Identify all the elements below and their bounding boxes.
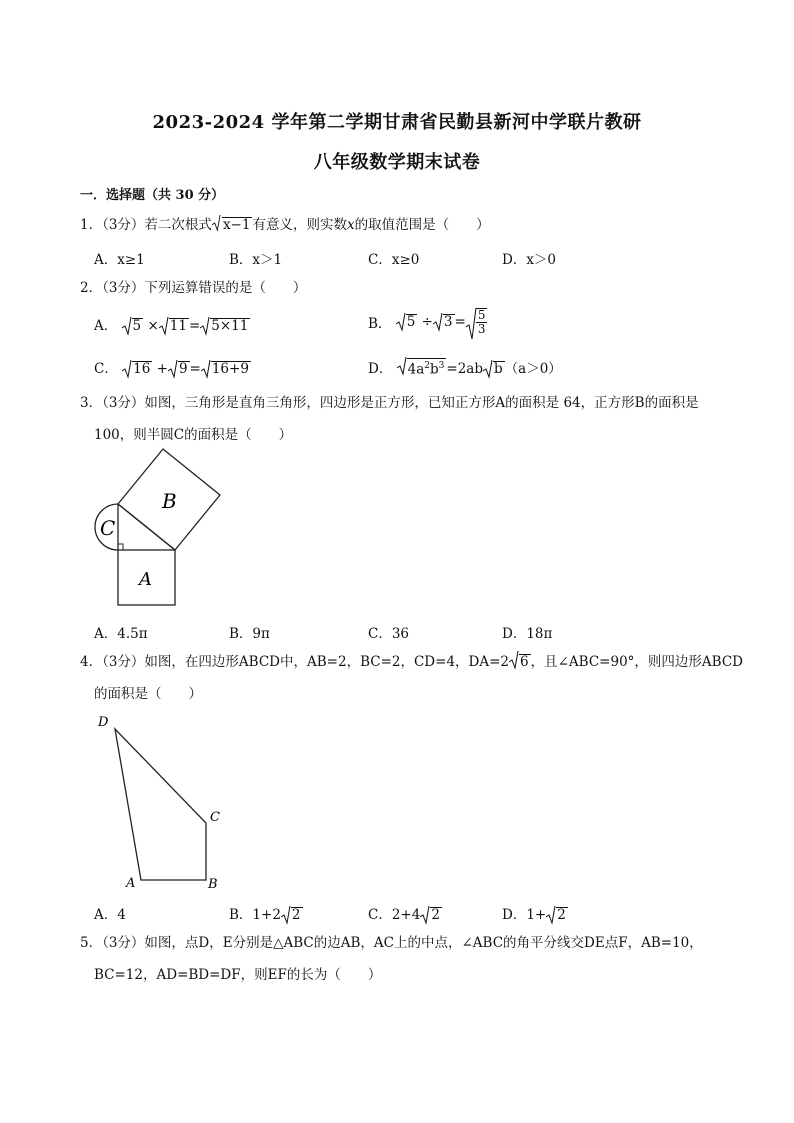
- option-label: C．: [94, 361, 118, 377]
- quadrilateral-abcd: [115, 729, 206, 880]
- label-b: B: [208, 877, 218, 892]
- q4-option-c[interactable]: [368, 903, 442, 923]
- radicand: b: [430, 361, 439, 377]
- radical: [421, 907, 442, 923]
- radical: [397, 314, 418, 330]
- radical-fraction: [466, 308, 488, 336]
- radicand: 6: [520, 654, 529, 670]
- label-d: D: [98, 715, 109, 730]
- q2-option-d[interactable]: [368, 357, 562, 377]
- radicand: 5: [132, 318, 142, 334]
- question-text: （3分）若二次根式: [102, 217, 212, 233]
- option-text: D．1+: [502, 907, 547, 923]
- label-c: C: [210, 810, 220, 825]
- radicand: 11: [169, 318, 187, 334]
- right-angle-mark: [118, 544, 123, 550]
- q2-option-b[interactable]: [368, 308, 487, 336]
- q4-option-a[interactable]: A．4: [94, 907, 126, 923]
- operator: +: [156, 361, 168, 377]
- radical: [123, 318, 144, 334]
- operator: =: [188, 318, 201, 334]
- radical: [398, 358, 447, 378]
- radical: [213, 215, 253, 235]
- numerator: 5: [477, 308, 486, 322]
- radical: [160, 318, 189, 334]
- radical: [484, 361, 505, 377]
- q4-option-d[interactable]: [502, 903, 568, 923]
- question-number: 3．: [80, 395, 103, 411]
- q3-option-a[interactable]: A．4.5π: [94, 626, 148, 642]
- q4-figure: [88, 708, 238, 894]
- label-a: A: [126, 876, 136, 891]
- q3-figure: [86, 446, 226, 610]
- radical: [202, 361, 251, 377]
- q1-option-d[interactable]: D．x＞0: [502, 252, 557, 268]
- question-text: ，且∠ABC=90°，则四边形ABCD: [530, 654, 743, 670]
- operator: =: [454, 314, 466, 330]
- exam-title-line1: 2023-2024 学年第二学期甘肃省民勤县新河中学联片教研: [152, 112, 642, 133]
- radicand: 2: [291, 907, 301, 923]
- q4-option-b[interactable]: [229, 903, 303, 923]
- question-4: [80, 652, 743, 672]
- question-text: 有意义，则实数: [252, 217, 347, 233]
- question-text: （3分）如图，在四边形ABCD中，AB=2，BC=2，CD=4，DA=2: [102, 654, 510, 670]
- radicand: 4a: [407, 361, 425, 377]
- label-a: A: [139, 569, 152, 590]
- option-label: D．: [368, 361, 393, 377]
- radical: [201, 318, 250, 334]
- question-4-line2: 的面积是（ ）: [94, 686, 202, 702]
- question-text: （3分）下列运算错误的是（ ）: [102, 280, 307, 296]
- q2-option-a[interactable]: [94, 314, 250, 334]
- radical: [547, 907, 568, 923]
- question-5-line2: BC=12，AD=BD=DF，则EF的长为（ ）: [94, 967, 382, 983]
- question-5: [80, 933, 703, 953]
- question-text: 的取值范围是（ ）: [354, 217, 490, 233]
- question-1: [80, 215, 490, 235]
- label-c: C: [100, 516, 116, 540]
- question-text: （3分）如图，点D，E分别是△ABC的边AB，AC上的中点，∠ABC的角平分线交DE点F，AB=10，: [102, 935, 703, 951]
- label-b: B: [162, 489, 177, 513]
- radicand: 5×11: [211, 318, 249, 334]
- q1-option-a[interactable]: A．x≥1: [94, 252, 145, 268]
- question-3: [80, 393, 699, 413]
- q3-option-c[interactable]: C．36: [368, 626, 410, 642]
- radical: [123, 361, 152, 377]
- exponent: 3: [438, 360, 445, 371]
- operator: =: [189, 361, 201, 377]
- option-text: B．1+2: [229, 907, 281, 923]
- question-number: 2．: [80, 280, 103, 296]
- exponent: 2: [424, 360, 430, 371]
- radical: [282, 907, 303, 923]
- radicand: 16+9: [211, 361, 249, 377]
- radical: [510, 652, 531, 672]
- radicand: 2: [431, 907, 440, 923]
- radical: [169, 361, 190, 377]
- operator: ×: [147, 318, 159, 334]
- radicand: x−1: [222, 217, 251, 233]
- question-3-line2: 100，则半圆C的面积是（ ）: [94, 427, 293, 443]
- question-number: 4．: [80, 654, 103, 670]
- radicand: 3: [443, 314, 453, 330]
- question-number: 5．: [80, 935, 103, 951]
- question-text: （3分）如图，三角形是直角三角形，四边形是正方形，已知正方形A的面积是 64，正方形B的面积是: [102, 395, 699, 411]
- radicand: 16: [133, 361, 151, 377]
- section-heading: 一．选择题（共 30 分）: [80, 188, 225, 203]
- operator: =2ab: [446, 361, 483, 377]
- q3-option-d[interactable]: D．18π: [502, 626, 553, 642]
- option-label: A．: [94, 318, 118, 334]
- operator: ÷: [421, 314, 433, 330]
- q1-option-b[interactable]: B．x＞1: [229, 252, 283, 268]
- radicand: 5: [406, 314, 416, 330]
- radicand: 9: [178, 361, 188, 377]
- option-label: B．: [368, 316, 392, 332]
- option-text: C．2+4: [368, 907, 421, 923]
- condition: （a＞0）: [504, 361, 562, 377]
- exam-title-line2: 八年级数学期末试卷: [313, 152, 481, 173]
- q3-option-b[interactable]: B．9π: [229, 626, 270, 642]
- q2-option-c[interactable]: [94, 357, 251, 377]
- radicand: b: [493, 361, 503, 377]
- question-number: 1．: [80, 217, 103, 233]
- q1-option-c[interactable]: C．x≥0: [368, 252, 420, 268]
- denominator: 3: [477, 322, 486, 336]
- question-2: [80, 278, 306, 298]
- radical: [434, 314, 455, 330]
- variable: x: [346, 217, 355, 233]
- radicand: 2: [557, 907, 566, 923]
